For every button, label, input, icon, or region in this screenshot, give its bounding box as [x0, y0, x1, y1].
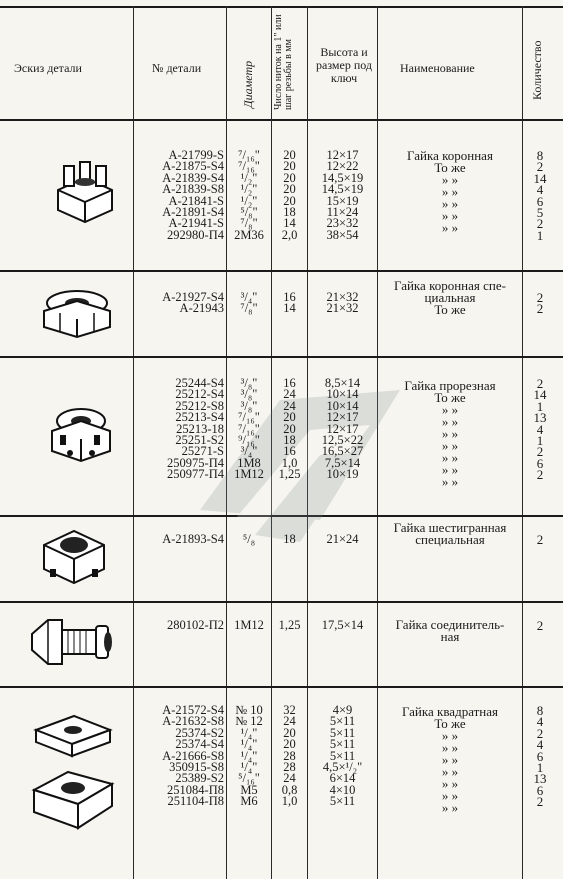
part-number-column-cell: 25212-S8 — [175, 398, 224, 413]
threads-column — [273, 292, 306, 315]
part-name-column-cell: » » — [441, 196, 459, 211]
size-column-cell: 5×11 — [329, 714, 356, 729]
quantity-column-cell: 2 — [536, 290, 544, 305]
quantity-column-cell: 14 — [533, 170, 547, 186]
diameter-column-cell: ³/₈" — [240, 387, 258, 402]
part-name-column-cell: » » — [441, 462, 459, 477]
part-number-column-cell: 250977-П4 — [167, 467, 224, 482]
threads-column — [273, 620, 306, 631]
quantity-column-cell: 6 — [536, 782, 544, 798]
header-part-no: № детали — [152, 61, 202, 75]
part-name-column-cell: » » — [441, 184, 459, 199]
size-column-cell: 5×11 — [329, 725, 356, 740]
group-rule-2 — [0, 356, 563, 358]
size-column-cell: 15×19 — [326, 193, 359, 208]
part-name-column-cell: » » — [441, 728, 459, 743]
size-column-cell: 17,5×14 — [321, 618, 364, 632]
quantity-column — [533, 150, 547, 241]
diameter-column-cell: ⁷/₁₆" — [238, 410, 260, 425]
part-number-column-cell: 25244-S4 — [175, 376, 224, 390]
connecting-nut-sketch — [28, 612, 114, 672]
size-column-cell: 4×10 — [329, 782, 356, 797]
threads-column-cell: 20 — [283, 737, 296, 752]
diameter-column-cell: 1М12 — [234, 467, 264, 482]
threads-column-cell: 20 — [283, 193, 296, 208]
group-rule-5 — [0, 686, 563, 688]
part-name-column-cell: То же — [434, 302, 466, 317]
diameter-column-cell: ¹/₄" — [240, 737, 258, 752]
size-column-cell: 10×14 — [326, 387, 359, 402]
part-name-column-cell: » » — [441, 438, 459, 453]
size-column-cell: 4×9 — [332, 703, 353, 717]
quantity-column-cell: 4 — [536, 714, 544, 730]
part-number-column-cell: А-21841-S — [168, 193, 224, 208]
size-column-cell: 21×32 — [326, 290, 359, 304]
part-name-column-cell: специальная — [415, 532, 485, 547]
diameter-column-cell: ¹/₂" — [240, 182, 258, 197]
threads-column-cell: 20 — [283, 421, 296, 436]
part-number-column-cell: 250975-П4 — [167, 455, 224, 470]
size-column — [309, 378, 376, 481]
threads-column — [273, 705, 306, 808]
diameter-column-cell: ¹/₄" — [240, 748, 258, 763]
diameter-column-cell: № 12 — [235, 714, 263, 729]
threads-column-cell: 28 — [283, 759, 296, 774]
quantity-column-cell: 2 — [536, 216, 544, 232]
part-name-column-cell — [380, 234, 520, 246]
quantity-column-cell: 6 — [536, 455, 544, 471]
header-threads: Число ниток на 1" или шаг резьбы в мм — [273, 14, 294, 110]
part-number-column-cell: 25271-S — [181, 444, 224, 459]
part-name-column-cell: » » — [441, 402, 459, 417]
part-number-column-cell: А-21943 — [179, 301, 224, 316]
part-name-column — [380, 280, 520, 316]
size-column-cell: 5×11 — [329, 737, 356, 752]
part-name-column — [380, 380, 520, 488]
part-number-column-cell: А-21839-S4 — [162, 170, 224, 185]
part-name-column-cell: » » — [441, 740, 459, 755]
part-name-column-cell: » » — [441, 414, 459, 429]
diameter-column-cell: № 10 — [235, 703, 263, 717]
quantity-column-cell: 2 — [536, 301, 544, 317]
threads-column-cell: 20 — [283, 725, 296, 740]
diameter-column-cell: ¹/₂" — [240, 170, 258, 185]
diameter-column — [228, 705, 270, 808]
diameter-column-cell: ⁵/₈" — [240, 204, 258, 219]
part-name-column — [380, 619, 520, 643]
part-name-column — [380, 150, 520, 246]
threads-column-cell: 1,0 — [281, 455, 298, 470]
threads-column — [273, 378, 306, 481]
part-name-column-cell: » » — [441, 474, 459, 489]
quantity-column-cell: 4 — [536, 182, 544, 198]
part-number-column-cell: 25251-S2 — [175, 432, 224, 447]
part-number-column-cell: 280102-П2 — [167, 618, 224, 632]
part-name-column-cell: » » — [441, 752, 459, 767]
threads-column-cell: 20 — [283, 182, 296, 197]
diameter-column-cell: ⁷/₁₆" — [238, 421, 260, 436]
threads-column-cell: 1,25 — [278, 618, 301, 632]
threads-column-cell: 24 — [283, 714, 296, 729]
threads-column-cell: 24 — [283, 387, 296, 402]
col-divider-1 — [133, 6, 134, 879]
threads-column-cell: 16 — [283, 376, 296, 390]
part-number-column — [136, 378, 224, 481]
part-number-column — [136, 705, 224, 808]
quantity-column-cell: 8 — [536, 703, 544, 718]
part-name-column-cell: ная — [440, 629, 460, 644]
header-diameter: Диаметр — [241, 60, 255, 108]
part-name-column-cell: » » — [441, 800, 459, 815]
quantity-column-cell: 2 — [536, 794, 544, 810]
header-height — [311, 46, 377, 158]
threads-column-cell: 14 — [283, 301, 296, 316]
size-column-cell: 12,5×22 — [321, 432, 364, 447]
part-number-column-cell: 25213-18 — [176, 421, 224, 436]
part-name-column-cell: Гайка квадратная — [401, 704, 499, 719]
header-name: Наименование — [400, 61, 475, 75]
diameter-column-cell: ³/₄" — [240, 290, 258, 304]
threads-column-cell: 20 — [283, 170, 296, 185]
size-column-cell: 10×19 — [326, 467, 359, 482]
header-sketch: Эскиз детали — [14, 61, 82, 75]
diameter-column-cell: М6 — [240, 794, 258, 809]
quantity-column-cell: 2 — [536, 618, 544, 633]
size-column-cell: 10×14 — [326, 398, 359, 413]
part-number-column-cell: А-21632-S8 — [162, 714, 224, 729]
size-column — [309, 620, 376, 631]
quantity-column — [533, 534, 547, 545]
part-number-column-cell: 350915-S8 — [169, 759, 224, 774]
part-number-column-cell: 25374-S4 — [175, 737, 224, 752]
part-name-column-cell: Гайка шестигранная — [393, 520, 507, 535]
threads-column-cell: 0,8 — [281, 782, 298, 797]
diameter-column-cell: ¹/₄" — [240, 759, 258, 774]
quantity-column-cell: 6 — [536, 193, 544, 209]
diameter-column-cell: ³/₈" — [240, 376, 258, 390]
header-height-text: Высота и размер под ключ — [316, 45, 372, 85]
threads-column-cell: 1,25 — [278, 467, 301, 482]
diameter-column-cell: ⁷/₈" — [240, 301, 258, 316]
diameter-column — [228, 620, 270, 631]
part-name-column-cell: » » — [441, 764, 459, 779]
part-number-column-cell: А-21839-S8 — [162, 182, 224, 197]
threads-column — [273, 150, 306, 241]
diameter-column-cell: ¹/₂" — [240, 193, 258, 208]
quantity-column-cell: 2 — [536, 376, 544, 391]
quantity-column-cell: 2 — [536, 467, 544, 483]
diameter-column-cell: 1М12 — [234, 618, 264, 632]
part-name-column-cell: » » — [441, 776, 459, 791]
quantity-column — [533, 620, 547, 631]
diameter-column-cell: ⁵/₁₆" — [238, 771, 260, 786]
part-name-column-cell: » » — [441, 450, 459, 465]
size-column-cell: 7,5×14 — [324, 455, 361, 470]
size-column-cell: 14,5×19 — [321, 170, 364, 185]
quantity-column-cell: 2 — [536, 444, 544, 460]
group-rule-4 — [0, 601, 563, 603]
quantity-column-cell: 1 — [536, 432, 544, 448]
part-name-column-cell: » » — [441, 172, 459, 187]
threads-column-cell: 2,0 — [281, 227, 298, 242]
part-name-column — [380, 706, 520, 814]
group-rule-1 — [0, 270, 563, 272]
diameter-column-cell: 2М36 — [234, 227, 264, 242]
quantity-column-cell: 4 — [536, 737, 544, 753]
quantity-column — [533, 378, 547, 481]
diameter-column-cell: ⁷/₁₆" — [238, 159, 260, 174]
part-number-column-cell: 25389-S2 — [175, 771, 224, 786]
quantity-column-cell: 8 — [536, 148, 544, 163]
size-column — [309, 705, 376, 808]
size-column-cell: 5×11 — [329, 794, 356, 809]
threads-column-cell: 20 — [283, 148, 296, 162]
diameter-column-cell: ⁹/₁₆" — [238, 432, 260, 447]
part-name-column-cell: То же — [434, 716, 466, 731]
part-number-column-cell: 25213-S4 — [175, 410, 224, 425]
part-number-column-cell: А-21799-S — [168, 148, 224, 162]
quantity-column-cell: 1 — [536, 227, 544, 243]
part-name-column-cell: Гайка коронная — [407, 148, 493, 163]
top-rule — [0, 6, 563, 8]
size-column-cell: 5×11 — [329, 748, 356, 763]
header-bottom-rule — [0, 119, 563, 121]
part-name-column-cell: » » — [441, 788, 459, 803]
part-name-column-cell: Гайка коронная спе- — [394, 278, 506, 293]
size-column-cell: 11×24 — [326, 204, 359, 219]
part-number-column — [136, 534, 224, 545]
part-name-column-cell: Гайка прорезная — [404, 378, 496, 393]
size-column — [309, 292, 376, 315]
size-column-cell: 12×22 — [326, 159, 359, 174]
part-number-column-cell: 25212-S4 — [175, 387, 224, 402]
threads-column-cell: 18 — [283, 532, 296, 546]
diameter-column-cell: 1М8 — [237, 455, 261, 470]
size-column-cell: 12×17 — [326, 148, 359, 162]
size-column-cell: 6×14 — [329, 771, 356, 786]
diameter-column-cell: ¹/₄" — [240, 725, 258, 740]
diameter-column — [228, 150, 270, 241]
diameter-column — [228, 534, 270, 545]
threads-column-cell: 18 — [283, 432, 296, 447]
threads-column-cell: 16 — [283, 290, 296, 304]
size-column-cell: 21×24 — [326, 532, 359, 546]
hex-special-nut-sketch — [38, 523, 110, 589]
part-number-column-cell: А-21893-S4 — [162, 532, 224, 546]
part-name-column — [380, 522, 520, 546]
part-name-column-cell: Гайка соединитель- — [395, 617, 505, 632]
square-nut-sketch — [28, 706, 118, 838]
size-column-cell: 38×54 — [326, 227, 359, 242]
part-name-column-cell: То же — [434, 390, 466, 405]
size-column-cell: 21×32 — [326, 301, 359, 316]
part-number-column-cell: А-21572-S4 — [162, 703, 224, 717]
part-name-column-cell: » » — [441, 426, 459, 441]
part-name-column-cell: То же — [434, 160, 466, 175]
quantity-column-cell: 6 — [536, 748, 544, 764]
size-column-cell: 16,5×27 — [321, 444, 364, 459]
quantity-column — [533, 292, 547, 315]
diameter-column — [228, 378, 270, 481]
part-name-column-cell: » » — [441, 220, 459, 235]
quantity-column-cell: 2 — [536, 725, 544, 741]
part-number-column-cell: А-21875-S4 — [162, 159, 224, 174]
size-column-cell: 8,5×14 — [324, 376, 361, 390]
part-number-column-cell: 25374-S2 — [175, 725, 224, 740]
threads-column — [273, 534, 306, 545]
part-number-column-cell: А-21891-S4 — [162, 204, 224, 219]
part-name-column-cell: » » — [441, 208, 459, 223]
threads-column-cell: 28 — [283, 748, 296, 763]
castle-nut-sketch — [52, 158, 118, 230]
quantity-column-cell: 1 — [536, 759, 544, 775]
threads-column-cell: 1,0 — [281, 794, 298, 809]
quantity-column-cell: 1 — [536, 398, 544, 414]
quantity-column — [533, 705, 547, 808]
part-name-column-cell: циальная — [424, 290, 476, 305]
part-number-column-cell: 292980-П4 — [167, 227, 224, 242]
threads-column-cell: 20 — [283, 410, 296, 425]
threads-column-cell: 24 — [283, 398, 296, 413]
threads-column-cell: 16 — [283, 444, 296, 459]
part-number-column-cell: А-21927-S4 — [162, 290, 224, 304]
threads-column-cell: 20 — [283, 159, 296, 174]
quantity-column-cell: 13 — [533, 771, 547, 787]
diameter-column-cell: ³/₈" — [240, 398, 258, 413]
quantity-column-cell: 13 — [533, 410, 547, 426]
slotted-nut-sketch — [46, 393, 116, 473]
quantity-column-cell: 2 — [536, 159, 544, 175]
threads-column-cell: 32 — [283, 703, 296, 717]
part-number-column-cell: А-21666-S8 — [162, 748, 224, 763]
size-column-cell: 12×17 — [326, 410, 359, 425]
threads-column-cell: 18 — [283, 204, 296, 219]
size-column-cell: 4,5×¹/₂" — [322, 759, 363, 774]
diameter-column-cell: ⁷/₁₆" — [238, 148, 260, 162]
col-divider-6 — [522, 6, 523, 879]
part-number-column — [136, 620, 224, 631]
part-number-column-cell: 251084-П8 — [167, 782, 224, 797]
threads-column-cell: 24 — [283, 771, 296, 786]
quantity-column-cell: 14 — [533, 387, 547, 403]
quantity-column-cell: 5 — [536, 204, 544, 220]
special-castle-nut-sketch — [38, 283, 116, 341]
part-number-column-cell: 251104-П8 — [167, 794, 224, 809]
threads-column-cell: 14 — [283, 216, 296, 231]
part-number-column — [136, 150, 224, 241]
size-column — [309, 150, 376, 241]
diameter-column-cell: М5 — [240, 782, 258, 797]
diameter-column-cell: ³/₄" — [240, 444, 258, 459]
part-number-column-cell: А-21941-S — [168, 216, 224, 231]
size-column-cell: 14,5×19 — [321, 182, 364, 197]
size-column-cell: 23×32 — [326, 216, 359, 231]
diameter-column-cell: ⁷/₈" — [240, 216, 258, 231]
quantity-column-cell: 4 — [536, 421, 544, 437]
part-number-column — [136, 292, 224, 315]
header-qty: Количество — [530, 40, 544, 100]
quantity-column-cell: 2 — [536, 532, 544, 547]
diameter-column-cell: ⁵/₈ — [242, 532, 256, 546]
diameter-column — [228, 292, 270, 315]
size-column — [309, 534, 376, 545]
size-column-cell: 12×17 — [326, 421, 359, 436]
